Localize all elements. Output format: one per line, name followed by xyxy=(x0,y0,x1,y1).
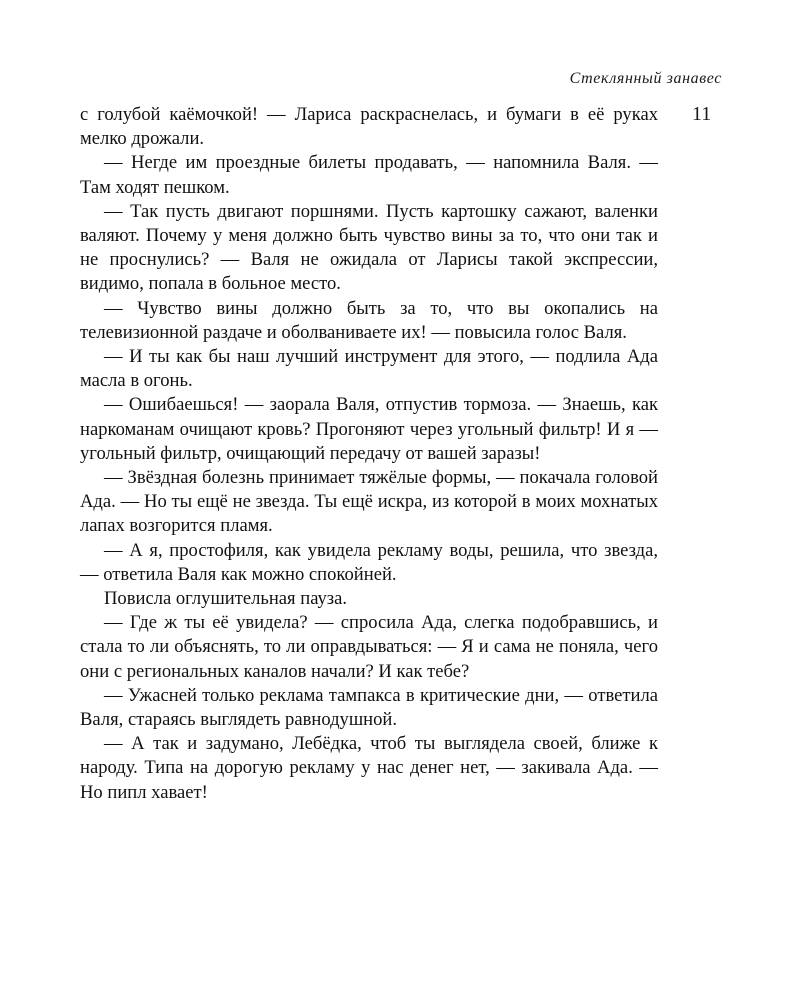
paragraph: — Ужасней только реклама тампакса в критические дни, — ответила Валя, стараясь выглядеть равнодушной. xyxy=(80,684,658,731)
running-head-title: Стеклянный занавес xyxy=(569,70,722,87)
paragraph: — И ты как бы наш лучший инструмент для этого, — подлила Ада масла в огонь. xyxy=(80,346,658,392)
paragraph: — Ошибаешься! — заорала Валя, отпустив тормоза. — Знаешь, как наркоманам очищают кровь? Прогоняют через угольный фильтр! И я — угольный фильтр, очищающий передачу от вашей заразы! xyxy=(80,394,658,464)
paragraph: — Где ж ты её увидела? — спросила Ада, слегка подобравшись, и стала то ли объяснять, то ли оправдываться: — Я и сама не поняла, чего они с региональных каналов начали? И как тебе? xyxy=(80,612,658,682)
paragraph: Повисла оглушительная пауза. xyxy=(104,588,348,610)
body-text xyxy=(80,103,658,805)
paragraph: с голубой каёмочкой! — Лариса раскраснелась, и бумаги в её руках мелко дрожали. xyxy=(80,104,658,150)
paragraph: — Звёздная болезнь принимает тяжёлые формы, — покачала головой Ада. — Но ты ещё не звезда. Ты ещё искра, из которой в моих мохнатых лапах возгорится пламя. xyxy=(80,467,658,537)
paragraph: — А я, простофиля, как увидела рекламу воды, решила, что звезда, — ответила Валя как можно спокойней. xyxy=(80,539,658,585)
page-number: 11 xyxy=(692,103,712,125)
paragraph: — А так и задумано, Лебёдка, чтоб ты выглядела своей, ближе к народу. Типа на дорогую рекламу у нас денег нет, — закивала Ада. — Но пипл хавает! xyxy=(80,733,658,803)
paragraph: — Чувство вины должно быть за то, что вы окопались на телевизионной раздаче и оболваниваете их! — повысила голос Валя. xyxy=(80,297,658,343)
paragraph: — Так пусть двигают поршнями. Пусть картошку сажают, валенки валяют. Почему у меня должно быть чувство вины за то, что они так и не проснулись? — Валя не ожидала от Ларисы такой экспрессии, видимо, попала в больное место. xyxy=(80,200,658,295)
paragraph: — Негде им проездные билеты продавать, — напомнила Валя. — Там ходят пешком. xyxy=(80,152,658,198)
